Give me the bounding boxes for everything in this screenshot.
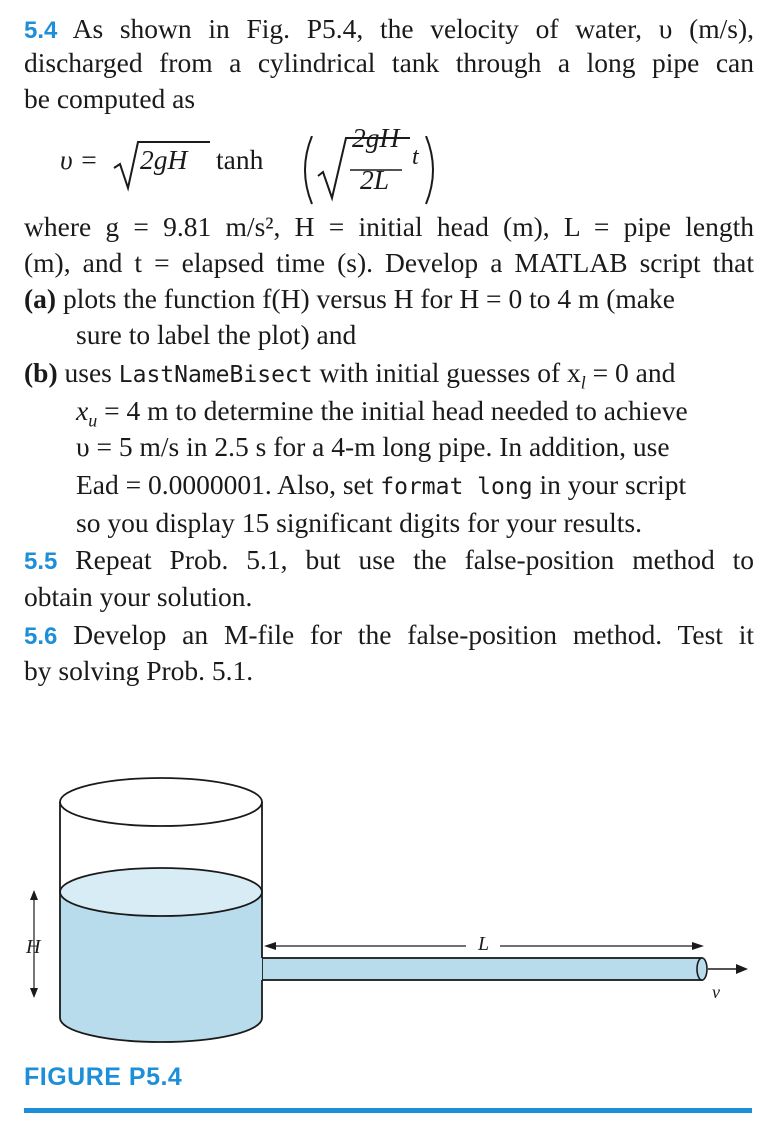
- p56-line-2: by solving Prob. 5.1.: [24, 655, 254, 686]
- part-b-line-4: [76, 468, 686, 504]
- part-b-text-1: with initial guesses of x: [319, 357, 581, 388]
- figure-caption: FIGURE P5.4: [24, 1063, 183, 1091]
- figure-p5-4-tank-diagram: [0, 740, 780, 1060]
- p56-text-1: Develop an M-file for the false-position method. Test it: [73, 619, 755, 650]
- part-b-text-4b: in your script: [539, 469, 687, 500]
- problem-number-5-4: 5.4: [24, 17, 58, 44]
- eq-t: t: [412, 144, 419, 170]
- problem-number-5-6: 5.6: [24, 623, 58, 650]
- part-b-text-1-end: = 0 and: [592, 357, 676, 388]
- part-a-line-2: sure to label the plot) and: [76, 319, 357, 350]
- p54-line-1: [24, 12, 754, 48]
- water-surface: [60, 868, 262, 916]
- tank-top-rim: [60, 778, 262, 826]
- label-L: L: [478, 933, 490, 955]
- part-b-uses: uses: [64, 357, 112, 388]
- pipe: [262, 958, 702, 980]
- part-b-text-2: = 4 m to determine the initial head needed to achieve: [104, 395, 688, 426]
- part-b-line-1: [24, 356, 675, 400]
- bottom-rule: [24, 1108, 752, 1113]
- velocity-equation: [60, 118, 460, 202]
- eq-tanh: tanh: [216, 144, 264, 175]
- part-b-line-5: so you display 15 significant digits for your results.: [76, 507, 642, 538]
- p54-where-line: where g = 9.81 m/s², H = initial head (m), L = pipe length: [24, 211, 754, 242]
- p55-text-1: Repeat Prob. 5.1, but use the false-position method to: [75, 544, 755, 575]
- var-x: x: [76, 395, 89, 426]
- part-a-label: (a): [24, 283, 57, 314]
- p54-text-1: As shown in Fig. P5.4, the velocity of water, υ (m/s),: [72, 13, 755, 44]
- code-format-long: format long: [380, 474, 533, 500]
- p54-line-3: be computed as: [24, 83, 196, 114]
- subscript-u: u: [88, 410, 98, 431]
- p54-line-2: discharged from a cylindrical tank through a long pipe can: [24, 47, 754, 78]
- part-b-label: (b): [24, 357, 58, 388]
- part-b-line-3: υ = 5 m/s in 2.5 s for a 4-m long pipe. In addition, use: [76, 431, 670, 462]
- part-a-line-1: [24, 282, 675, 316]
- p56-line-1: [24, 618, 754, 654]
- p55-line-2: obtain your solution.: [24, 581, 253, 612]
- part-b-text-4a: Ead = 0.0000001. Also, set: [76, 469, 374, 500]
- eq-sqrt-arg: 2gH: [140, 144, 188, 175]
- label-H: H: [26, 936, 41, 958]
- eq-lhs: υ =: [60, 144, 99, 175]
- p54-line-5: (m), and t = elapsed time (s). Develop a MATLAB script that: [24, 247, 754, 278]
- p55-line-1: [24, 543, 754, 579]
- eq-frac-num: 2gH: [352, 122, 400, 153]
- problem-number-5-5: 5.5: [24, 548, 58, 575]
- subscript-l: l: [580, 372, 586, 393]
- code-lastname-bisect: LastNameBisect: [118, 362, 313, 388]
- label-v: v: [712, 982, 720, 1002]
- part-a-text-1: plots the function f(H) versus H for H = 0 to 4 m (make: [62, 283, 675, 314]
- eq-frac-den: 2L: [360, 164, 390, 195]
